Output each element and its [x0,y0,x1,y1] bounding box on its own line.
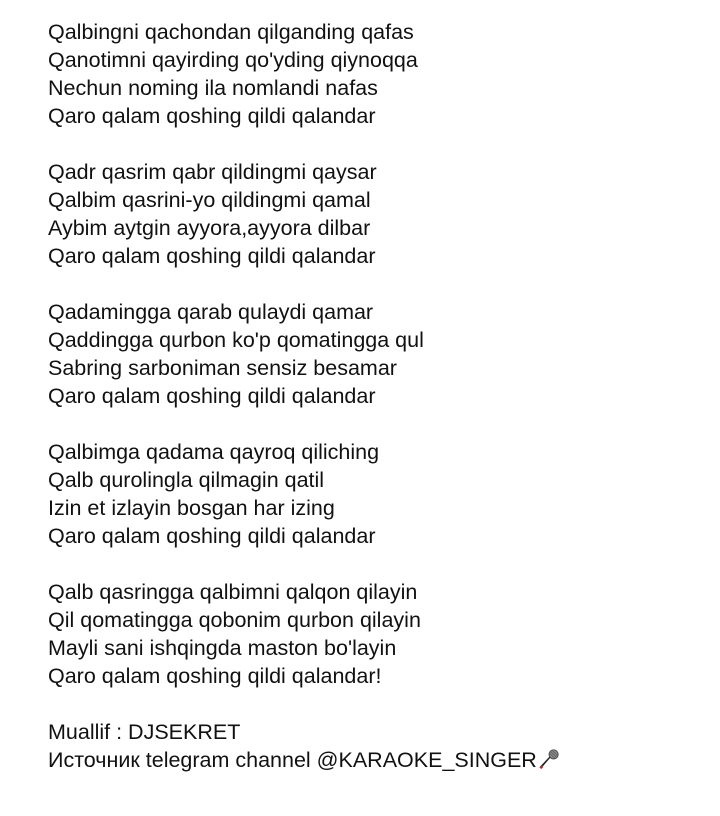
lyric-line: Qalb qurolingla qilmagin qatil [48,468,325,492]
lyric-line: Qanotimni qayirding qo'yding qiynoqqa [48,48,418,72]
stanza-2 [48,158,708,270]
lyric-line: Qaro qalam qoshing qildi qalandar! [48,664,382,688]
source-credit [48,746,708,774]
author-credit: Muallif : DJSEKRET [48,720,241,744]
lyric-line: Izin et izlayin bosgan har izing [48,496,335,520]
lyric-line: Mayli sani ishqingda maston bo'layin [48,636,397,660]
lyric-line: Qalb qasringga qalbimni qalqon qilayin [48,580,418,604]
stanza-4 [48,438,708,550]
lyric-line: Qalbim qasrini-yo qildingmi qamal [48,188,371,212]
lyric-line: Nechun noming ila nomlandi nafas [48,76,378,100]
stanza-3 [48,298,708,410]
lyric-line: Qalbingni qachondan qilganding qafas [48,20,414,44]
lyric-line: Qaro qalam qoshing qildi qalandar [48,384,376,408]
lyrics-text [48,18,708,802]
lyric-line: Qaro qalam qoshing qildi qalandar [48,524,376,548]
microphone-icon [538,748,560,770]
lyric-line: Qil qomatingga qobonim qurbon qilayin [48,608,421,632]
lyric-line: Qadamingga qarab qulaydi qamar [48,300,374,324]
lyric-line: Qaro qalam qoshing qildi qalandar [48,104,376,128]
credits [48,718,708,774]
lyric-line: Qaddingga qurbon ko'p qomatingga qul [48,328,424,352]
lyric-line: Qadr qasrim qabr qildingmi qaysar [48,160,377,184]
lyric-line: Qaro qalam qoshing qildi qalandar [48,244,376,268]
source-credit-text: Источник telegram channel @KARAOKE_SINGER [48,748,537,772]
stanza-5 [48,578,708,690]
lyric-line: Qalbimga qadama qayroq qiliching [48,440,380,464]
stanza-1 [48,18,708,130]
lyric-line: Sabring sarboniman sensiz besamar [48,356,397,380]
lyric-line: Aybim aytgin ayyora,ayyora dilbar [48,216,371,240]
